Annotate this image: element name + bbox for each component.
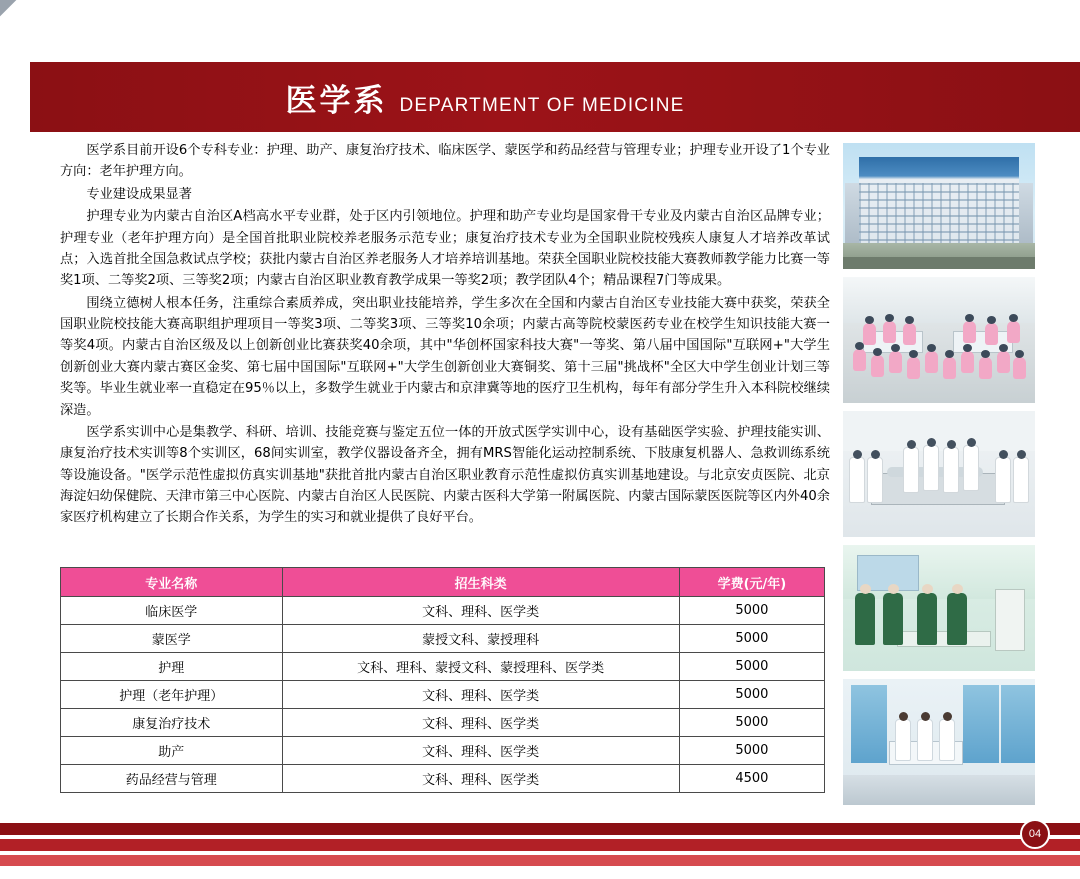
cell-major: 临床医学 [61, 597, 283, 625]
corner-band-light [0, 0, 120, 70]
paragraph-2: 专业建设成果显著 [86, 186, 192, 202]
nursing-student [903, 323, 916, 345]
table-header-tuition: 学费(元/年) [679, 568, 824, 597]
nursing-student [883, 321, 896, 343]
cell-major: 助产 [61, 737, 283, 765]
table-row [61, 709, 825, 737]
table-row [61, 737, 825, 765]
cell-tuition: 5000 [679, 625, 824, 653]
paragraph-5: 医学系实训中心是集教学、科研、培训、技能竞赛与鉴定五位一体的开放式医学实训中心，设有基础医学实验、护理技能实训、康复治疗技术实训等8个实训区，68间实训室，教学仪器设备齐全，拥有MRS智能化运动控制系统、下肢康复机器人、急救训练系统等设施设备。"医学示范性虚拟仿真实训基地"获批首批内蒙古自治区职业教育示范性虚拟仿真实训基地建设。与北京安贞医院、北京海淀妇幼保健院、天津市第三中心医院、内蒙古自治区人民医院、内蒙古医科大学第一附属医院、内蒙古国际蒙医医院等区内外40余家医疗机构建立了长期合作关系，为学生的实习和就业提供了良好平台。 [60, 424, 830, 526]
body-text [60, 140, 830, 530]
student-in-white-coat [849, 457, 865, 503]
cell-category: 文科、理科、医学类 [282, 597, 679, 625]
cell-tuition: 5000 [679, 709, 824, 737]
clinical-skills-demo-photo [843, 411, 1035, 537]
table-header-major: 专业名称 [61, 568, 283, 597]
student-in-white-coat [903, 447, 919, 493]
paragraph-3: 护理专业为内蒙古自治区A档高水平专业群，处于区内引领地位。护理和助产专业均是国家骨干专业及内蒙古自治区品牌专业；护理专业（老年护理方向）是全国首批职业院校养老服务示范专业；康复治疗技术专业为全国职业院校残疾人康复人才培养改革试点；入选首批全国急救试点学校；获批内蒙古自治区养老服务人才培养培训基地。荣获全国职业院校技能大赛教师教学能力比赛一等奖1项、二等奖2项、三等奖2项；内蒙古自治区职业教育教学成果一等奖2项；教学团队4个；精品课程7门等成果。 [60, 209, 830, 289]
paragraph-4: 围绕立德树人根本任务，注重综合素质养成，突出职业技能培养，学生多次在全国和内蒙古自治区专业技能大赛中获奖，荣获全国职业院校技能大赛高职组护理项目一等奖3项、二等奖3项、三等奖10余项；内蒙古高等院校蒙医药专业在校学生知识技能大赛一等奖4项。内蒙古自治区级及以上创新创业比赛获奖40余项，其中"华创杯国家科技大赛"一等奖、第八届中国国际"互联网+"大学生创新创业大赛内蒙古赛区金奖、第七届中国国际"互联网+"大学生创新创业大赛铜奖、第十三届"挑战杯"全区大中学生创业计划三等奖等。毕业生就业率一直稳定在95％以上，多数学生就业于内蒙古和京津冀等地的医疗卫生机构，每年有部分学生升入本科院校继续深造。 [60, 295, 830, 418]
nursing-student [889, 351, 902, 373]
ward-nursing-practice-photo [843, 679, 1035, 805]
student-in-white-coat [867, 457, 883, 503]
nursing-student [907, 357, 920, 379]
table-header-category: 招生科类 [282, 568, 679, 597]
paragraph-1: 医学系目前开设6个专科专业：护理、助产、康复治疗技术、临床医学、蒙医学和药品经营与管理专业；护理专业开设了1个专业方向：老年护理方向。 [60, 143, 830, 180]
operating-bed [897, 631, 991, 647]
table-row [61, 625, 825, 653]
table-row [61, 653, 825, 681]
student-in-white-coat [923, 445, 939, 491]
student-in-green-scrubs [855, 593, 875, 645]
nurse-figure [917, 719, 933, 761]
page-title-cn: 医学系 [285, 82, 388, 119]
classroom-wall [843, 411, 1035, 451]
cell-category: 文科、理科、医学类 [282, 737, 679, 765]
nursing-student [961, 351, 974, 373]
cell-category: 文科、理科、蒙授文科、蒙授理科、医学类 [282, 653, 679, 681]
nursing-student [853, 349, 866, 371]
student-in-white-coat [963, 445, 979, 491]
building-main [859, 157, 1019, 243]
ward-curtain [1001, 685, 1035, 763]
cell-major: 药品经营与管理 [61, 765, 283, 793]
cell-category: 文科、理科、医学类 [282, 709, 679, 737]
ward-curtain [851, 685, 887, 763]
medical-equipment [995, 589, 1025, 651]
student-in-green-scrubs [947, 593, 967, 645]
cell-tuition: 5000 [679, 737, 824, 765]
nurse-figure [939, 719, 955, 761]
student-in-white-coat [1013, 457, 1029, 503]
photo-column [843, 143, 1035, 813]
cell-tuition: 5000 [679, 681, 824, 709]
footer-bar-light [0, 855, 1080, 866]
nursing-training-ward-photo [843, 277, 1035, 403]
cell-category: 蒙授文科、蒙授理科 [282, 625, 679, 653]
cell-major: 护理（老年护理） [61, 681, 283, 709]
footer-bar-dark [0, 823, 1080, 835]
cell-tuition: 4500 [679, 765, 824, 793]
cell-major: 康复治疗技术 [61, 709, 283, 737]
nursing-student [985, 323, 998, 345]
nursing-student [1013, 357, 1026, 379]
ward-curtain [963, 685, 999, 763]
nursing-student [997, 351, 1010, 373]
operating-room-training-photo [843, 545, 1035, 671]
cell-major: 护理 [61, 653, 283, 681]
nursing-student [963, 321, 976, 343]
nursing-student [1007, 321, 1020, 343]
nursing-student [863, 323, 876, 345]
nursing-student [871, 355, 884, 377]
page-number-badge: 04 [1020, 819, 1050, 849]
cell-category: 文科、理科、医学类 [282, 765, 679, 793]
footer-bar-mid [0, 839, 1080, 851]
page-title-en: DEPARTMENT OF MEDICINE [399, 94, 685, 116]
cell-tuition: 5000 [679, 653, 824, 681]
majors-table [60, 567, 825, 793]
footer-bars [0, 805, 1080, 879]
nursing-student [979, 357, 992, 379]
hospital-building-photo [843, 143, 1035, 269]
table-row [61, 597, 825, 625]
student-in-white-coat [995, 457, 1011, 503]
page-header [30, 62, 1080, 132]
table-row [61, 765, 825, 793]
ward-floor [843, 775, 1035, 805]
table-row [61, 681, 825, 709]
student-in-white-coat [943, 447, 959, 493]
nursing-student [943, 357, 956, 379]
cell-major: 蒙医学 [61, 625, 283, 653]
student-in-green-scrubs [917, 593, 937, 645]
cell-tuition: 5000 [679, 597, 824, 625]
nursing-student [925, 351, 938, 373]
student-in-green-scrubs [883, 593, 903, 645]
nurse-figure [895, 719, 911, 761]
table-header-row [61, 568, 825, 597]
building-road [843, 257, 1035, 269]
cell-category: 文科、理科、医学类 [282, 681, 679, 709]
majors-table-wrapper [60, 567, 825, 793]
